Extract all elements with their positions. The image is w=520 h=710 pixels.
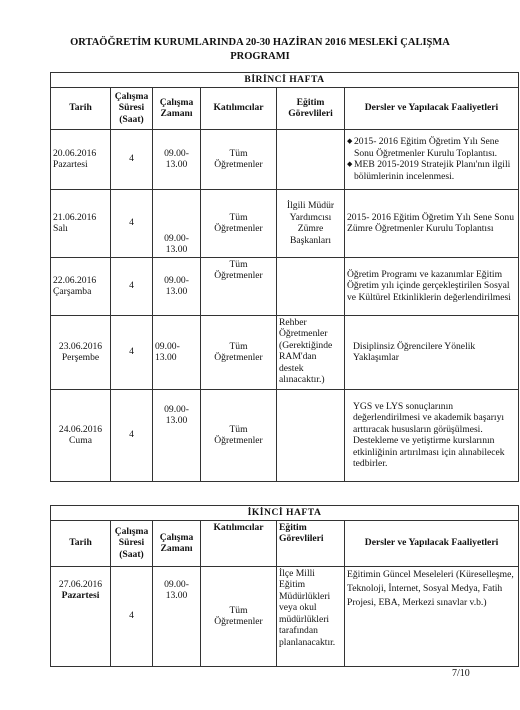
hours-cell: 4 <box>111 566 153 666</box>
date: 23.06.2016 <box>58 340 103 352</box>
week2-label: İKİNCİ HAFTA <box>51 506 519 521</box>
time-cell: 09.00- 13.00 <box>153 189 201 257</box>
title-line-2: PROGRAMI <box>230 51 290 62</box>
date: 22.06.2016 <box>53 274 97 286</box>
date: 27.06.2016 <box>58 578 103 590</box>
date-cell <box>51 189 111 257</box>
activities-cell: Disiplinsiz Öğrencilere Yönelik Yaklaşımlar <box>345 315 519 389</box>
date-cell <box>51 257 111 315</box>
day: Perşembe <box>61 352 100 363</box>
date-cell <box>51 315 111 389</box>
week2-table <box>50 505 519 667</box>
day: Pazartesi <box>61 590 100 601</box>
header-time: Çalışma Zamanı <box>153 520 201 566</box>
participants-cell: Tüm Öğretmenler <box>201 257 277 315</box>
activities-list <box>347 136 516 182</box>
table-row <box>51 189 519 257</box>
title-line-1: ORTAÖĞRETİM KURUMLARINDA 20-30 HAZİRAN 2016 MESLEKİ ÇALIŞMA <box>70 37 450 48</box>
header-time: Çalışma Zamanı <box>153 87 201 129</box>
table-row <box>51 566 519 666</box>
time-cell: 09.00- 13.00 <box>153 315 201 389</box>
staff-cell: İlçe Milli Eğitim Müdürlükleri veya okul müdürlükleri tarafından planlanacaktır. <box>277 566 345 666</box>
hours-cell: 4 <box>111 315 153 389</box>
hours-cell: 4 <box>111 257 153 315</box>
hours-cell: 4 <box>111 129 153 189</box>
staff-cell <box>277 389 345 481</box>
header-hours: Çalışma Süresi (Saat) <box>111 520 153 566</box>
activities-cell: Öğretim Programı ve kazanımlar Eğitim Öğretim yılı içinde gerçekleştirilen Sosyal ve Kültürel Etkinliklerin değerlendirilmesi <box>345 257 519 315</box>
week1-label: BİRİNCİ HAFTA <box>51 73 519 88</box>
list-item: ◆ 2015- 2016 Eğitim Öğretim Yılı Sene Sonu Öğretmenler Kurulu Toplantısı. <box>347 136 516 159</box>
hours-cell: 4 <box>111 389 153 481</box>
time-cell: 09.00- 13.00 <box>153 257 201 315</box>
staff-cell: Rehber Öğretmenler (Gerektiğinde RAM'dan destek alınacaktır.) <box>277 315 345 389</box>
table-row <box>51 129 519 189</box>
day: Cuma <box>69 435 92 446</box>
activity-paragraph-1: YGS ve LYS sonuçlarının değerlendirilmesi ve akademik başarıyı arttıracak hususların görüşülmesi. <box>353 400 505 435</box>
table-row <box>51 257 519 315</box>
activities-cell: Eğitimin Güncel Meseleleri (Küreselleşme, Teknoloji, İnternet, Sosyal Medya, Fatih Projesi, EBA, Merkezi sınavlar v.b.) <box>345 566 519 666</box>
activities-cell <box>345 129 519 189</box>
day: Pazartesi <box>53 159 88 170</box>
staff-cell <box>277 129 345 189</box>
day: Salı <box>53 223 68 234</box>
table-row <box>51 315 519 389</box>
participants-cell: Tüm Öğretmenler <box>201 389 277 481</box>
header-participants: Katılımcılar <box>201 87 277 129</box>
date: 20.06.2016 <box>53 147 97 159</box>
header-date: Tarih <box>51 87 111 129</box>
time-cell: 09.00- 13.00 <box>153 566 201 666</box>
time-cell: 09.00- 13.00 <box>153 389 201 481</box>
participants-cell: Tüm Öğretmenler <box>201 129 277 189</box>
activities-cell <box>345 389 519 481</box>
page-number: 7/10 <box>452 668 470 679</box>
hours-cell: 4 <box>111 189 153 257</box>
participants-cell: Tüm Öğretmenler <box>201 189 277 257</box>
header-date: Tarih <box>51 520 111 566</box>
staff-cell: İlgili Müdür Yardımcısı Zümre Başkanları <box>277 189 345 257</box>
date: 21.06.2016 <box>53 211 97 223</box>
header-hours: Çalışma Süresi (Saat) <box>111 87 153 129</box>
header-staff: Eğitim Görevlileri <box>277 520 345 566</box>
date-cell <box>51 389 111 481</box>
list-item: ◆ MEB 2015-2019 Stratejik Planı'nın ilgili bölümlerinin incelenmesi. <box>347 159 516 182</box>
date: 24.06.2016 <box>58 423 103 435</box>
participants-cell: Tüm Öğretmenler <box>201 566 277 666</box>
date-cell <box>51 566 111 666</box>
week1-table <box>50 72 519 482</box>
document-title <box>0 36 520 64</box>
header-participants: Katılımcılar <box>201 520 277 566</box>
time-cell: 09.00- 13.00 <box>153 129 201 189</box>
participants-cell: Tüm Öğretmenler <box>201 315 277 389</box>
header-activities: Dersler ve Yapılacak Faaliyetleri <box>345 520 519 566</box>
activities-cell: 2015- 2016 Eğitim Öğretim Yılı Sene Sonu Zümre Öğretmenler Kurulu Toplantısı <box>345 189 519 257</box>
header-staff: Eğitim Görevlileri <box>277 87 345 129</box>
header-activities: Dersler ve Yapılacak Faaliyetleri <box>345 87 519 129</box>
date-cell <box>51 129 111 189</box>
staff-cell <box>277 257 345 315</box>
day: Çarşamba <box>53 286 92 297</box>
table-row <box>51 389 519 481</box>
activity-paragraph-2: Destekleme ve yetiştirme kurslarının etkinliğinin artırılması için alınabilecek tedbirler. <box>353 435 505 469</box>
